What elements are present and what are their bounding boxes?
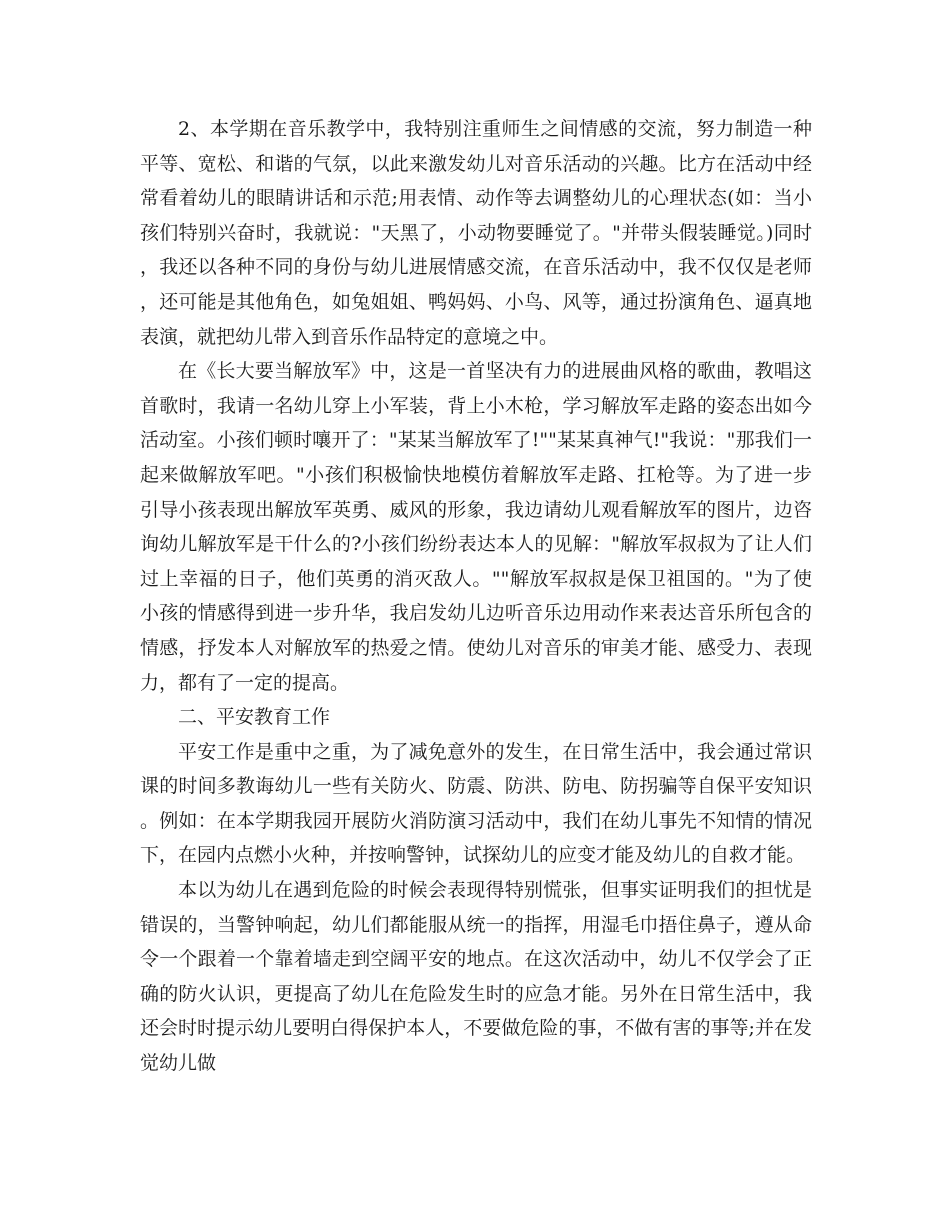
- paragraph-pla-song: 在《长大要当解放军》中，这是一首坚决有力的进展曲风格的歌曲，教唱这首歌时，我请一名幼儿穿上小军装，背上小木枪，学习解放军走路的姿态出如今活动室。小孩们顿时嚷开了："某某当解放军了!""某某真神气!"我说："那我们一起来做解放军吧。"小孩们积极愉快地模仿着解放军走路、扛枪等。为了进一步引导小孩表现出解放军英勇、威风的形象，我边请幼儿观看解放军的图片，边咨询幼儿解放军是干什么的?小孩们纷纷表达本人的见解："解放军叔叔为了让人们过上幸福的日子，他们英勇的消灭敌人。""解放军叔叔是保卫祖国的。"为了使小孩的情感得到进一步升华，我启发幼儿边听音乐边用动作来表达音乐所包含的情感，抒发本人对解放军的热爱之情。使幼儿对音乐的审美才能、感受力、表现力，都有了一定的提高。: [140, 360, 812, 694]
- paragraph-safety-knowledge: 平安工作是重中之重，为了减免意外的发生，在日常生活中，我会通过常识课的时间多教诲幼儿一些有关防火、防震、防洪、防电、防拐骗等自保平安知识。例如：在本学期我园开展防火消防演习活动中，我们在幼儿事先不知情的情况下，在园内点燃小火种，并按响警钟，试探幼儿的应变才能及幼儿的自救才能。: [140, 740, 812, 867]
- paragraph-music-emotion: 2、本学期在音乐教学中，我特别注重师生之间情感的交流，努力制造一种平等、宽松、和谐的气氛，以此来激发幼儿对音乐活动的兴趣。比方在活动中经常看着幼儿的眼睛讲话和示范;用表情、动作等去调整幼儿的心理状态(如：当小孩们特别兴奋时，我就说："天黑了，小动物要睡觉了。"并带头假装睡觉。)同时，我还以各种不同的身份与幼儿进展情感交流，在音乐活动中，我不仅仅是老师，还可能是其他角色，如兔姐姐、鸭妈妈、小鸟、风等，通过扮演角色、逼真地表演，就把幼儿带入到音乐作品特定的意境之中。: [140, 118, 812, 348]
- paragraph-fire-drill: 本以为幼儿在遇到危险的时候会表现得特别慌张，但事实证明我们的担忧是错误的，当警钟响起，幼儿们都能服从统一的指挥，用湿毛巾捂住鼻子，遵从命令一个跟着一个靠着墙走到空阔平安的地点。在这次活动中，幼儿不仅学会了正确的防火认识，更提高了幼儿在危险发生时的应急才能。另外在日常生活中，我还会时时提示幼儿要明白得保护本人，不要做危险的事，不做有害的事等;并在发觉幼儿做: [140, 879, 812, 1075]
- document-page: [140, 112, 812, 1081]
- section-heading-safety: 二、平安教育工作: [178, 706, 331, 729]
